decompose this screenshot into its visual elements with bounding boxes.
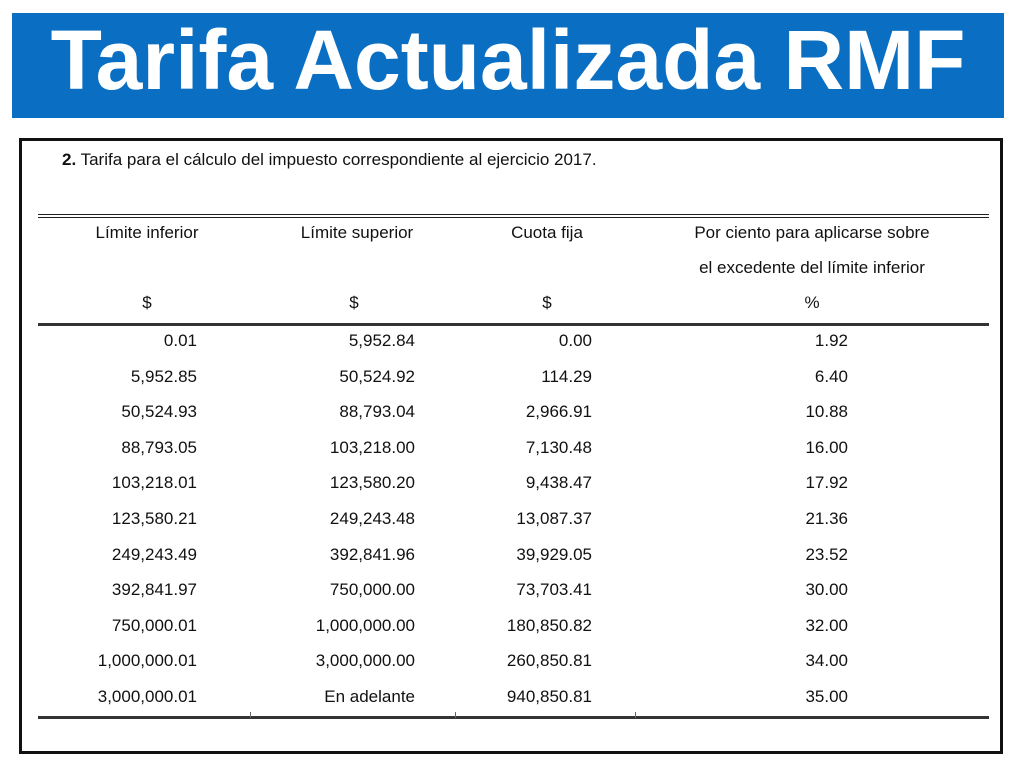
header-limite-superior: Límite superior	[300, 223, 414, 242]
cell-cuota-fija: 0.00	[558, 331, 592, 350]
cell-cuota-fija: 39,929.05	[516, 544, 592, 564]
cell-cuota-fija: 73,703.41	[516, 580, 592, 600]
unit-por-ciento: %	[804, 293, 820, 312]
cell-limite-inferior: 88,793.05	[121, 437, 197, 457]
cell-por-ciento: 35.00	[805, 687, 848, 706]
cell-limite-superior: 1,000,000.00	[315, 615, 415, 635]
cell-limite-inferior: 750,000.01	[111, 615, 197, 635]
cell-cuota-fija: 7,130.48	[525, 437, 592, 457]
cell-por-ciento: 6.40	[814, 366, 848, 386]
cell-cuota-fija: 114.29	[541, 366, 592, 386]
cell-cuota-fija: 9,438.47	[525, 473, 592, 493]
cell-por-ciento: 17.92	[805, 473, 848, 493]
cell-por-ciento: 10.88	[805, 402, 848, 422]
cell-limite-superior: 392,841.96	[329, 544, 415, 564]
cell-por-ciento: 23.52	[805, 544, 848, 564]
cell-por-ciento: 30.00	[805, 580, 848, 600]
cell-limite-inferior: 5,952.85	[130, 366, 197, 386]
table-bottom-rule	[38, 716, 989, 719]
cell-limite-superior: 750,000.00	[329, 580, 415, 600]
tariff-document	[19, 138, 1003, 754]
cell-limite-superior: 103,218.00	[329, 437, 415, 457]
cell-por-ciento: 16.00	[805, 437, 848, 457]
title-banner	[12, 13, 1004, 118]
cell-por-ciento: 21.36	[805, 509, 848, 528]
heading-number: 2.	[62, 150, 77, 169]
cell-limite-inferior: 50,524.93	[121, 402, 197, 422]
cell-limite-superior: 5,952.84	[348, 331, 415, 350]
cell-cuota-fija: 180,850.82	[506, 615, 592, 635]
header-bottom-rule	[38, 323, 989, 326]
cell-limite-inferior: 123,580.21	[111, 509, 197, 528]
header-limite-inferior: Límite inferior	[95, 223, 199, 242]
cell-por-ciento: 32.00	[805, 615, 848, 635]
unit-limite-superior: $	[349, 293, 359, 312]
unit-cuota-fija: $	[542, 293, 552, 312]
column-separator-tick	[250, 712, 251, 718]
cell-limite-superior: 3,000,000.00	[315, 651, 415, 671]
cell-limite-superior: 50,524.92	[339, 366, 415, 386]
document-heading	[62, 150, 597, 170]
header-por-ciento-line1: Por ciento para aplicarse sobre	[694, 223, 930, 242]
cell-limite-inferior: 1,000,000.01	[97, 651, 197, 671]
page-title: Tarifa Actualizada RMF	[50, 12, 966, 107]
cell-cuota-fija: 940,850.81	[506, 687, 592, 706]
cell-limite-superior: 249,243.48	[329, 509, 415, 528]
header-cuota-fija: Cuota fija	[511, 223, 583, 242]
unit-limite-inferior: $	[142, 293, 152, 312]
cell-limite-inferior: 0.01	[163, 331, 197, 350]
heading-text: Tarifa para el cálculo del impuesto correspondiente al ejercicio 2017.	[76, 150, 597, 169]
cell-cuota-fija: 2,966.91	[525, 402, 592, 422]
cell-por-ciento: 1.92	[814, 331, 848, 350]
cell-limite-superior: En adelante	[324, 687, 415, 706]
column-separator-tick	[635, 712, 636, 718]
header-top-rule	[38, 214, 989, 218]
cell-limite-inferior: 249,243.49	[111, 544, 197, 564]
header-por-ciento-line2: el excedente del límite inferior	[699, 258, 925, 277]
cell-limite-inferior: 3,000,000.01	[97, 687, 197, 706]
cell-limite-inferior: 103,218.01	[111, 473, 197, 493]
cell-cuota-fija: 260,850.81	[506, 651, 592, 671]
cell-limite-superior: 88,793.04	[339, 402, 415, 422]
cell-por-ciento: 34.00	[805, 651, 848, 671]
cell-cuota-fija: 13,087.37	[516, 509, 592, 528]
cell-limite-superior: 123,580.20	[329, 473, 415, 493]
cell-limite-inferior: 392,841.97	[111, 580, 197, 600]
column-separator-tick	[455, 712, 456, 718]
